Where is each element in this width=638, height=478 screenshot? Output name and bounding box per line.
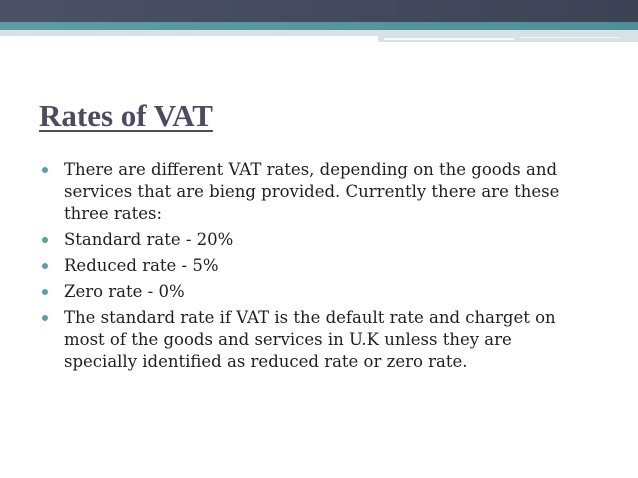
header-accent-line <box>384 38 514 40</box>
bullet-item <box>42 255 587 277</box>
bullet-item <box>42 229 587 251</box>
bullet-item <box>42 307 587 373</box>
bullet-text: Zero rate - 0% <box>64 282 185 301</box>
header-band-light-left <box>0 30 378 36</box>
bullet-list <box>42 159 587 377</box>
bullet-dot-icon <box>42 289 48 295</box>
slide-title: Rates of VAT <box>39 98 213 133</box>
bullet-text: There are different VAT rates, depending on the goods and services that are bieng provided. Currently there are these three rates: <box>64 160 560 223</box>
header-band-light-right <box>378 30 638 42</box>
bullet-text: Standard rate - 20% <box>64 230 234 249</box>
bullet-text: The standard rate if VAT is the default rate and charget on most of the goods and services in U.K unless they are specially identified as reduced rate or zero rate. <box>64 308 556 371</box>
bullet-dot-icon <box>42 315 48 321</box>
bullet-text: Reduced rate - 5% <box>64 256 219 275</box>
bullet-dot-icon <box>42 263 48 269</box>
bullet-item <box>42 281 587 303</box>
bullet-dot-icon <box>42 167 48 173</box>
header-band-teal <box>0 22 638 30</box>
header-band-dark <box>0 0 638 22</box>
bullet-item <box>42 159 587 225</box>
header-accent-line-secondary <box>520 37 620 38</box>
bullet-dot-icon <box>42 237 48 243</box>
